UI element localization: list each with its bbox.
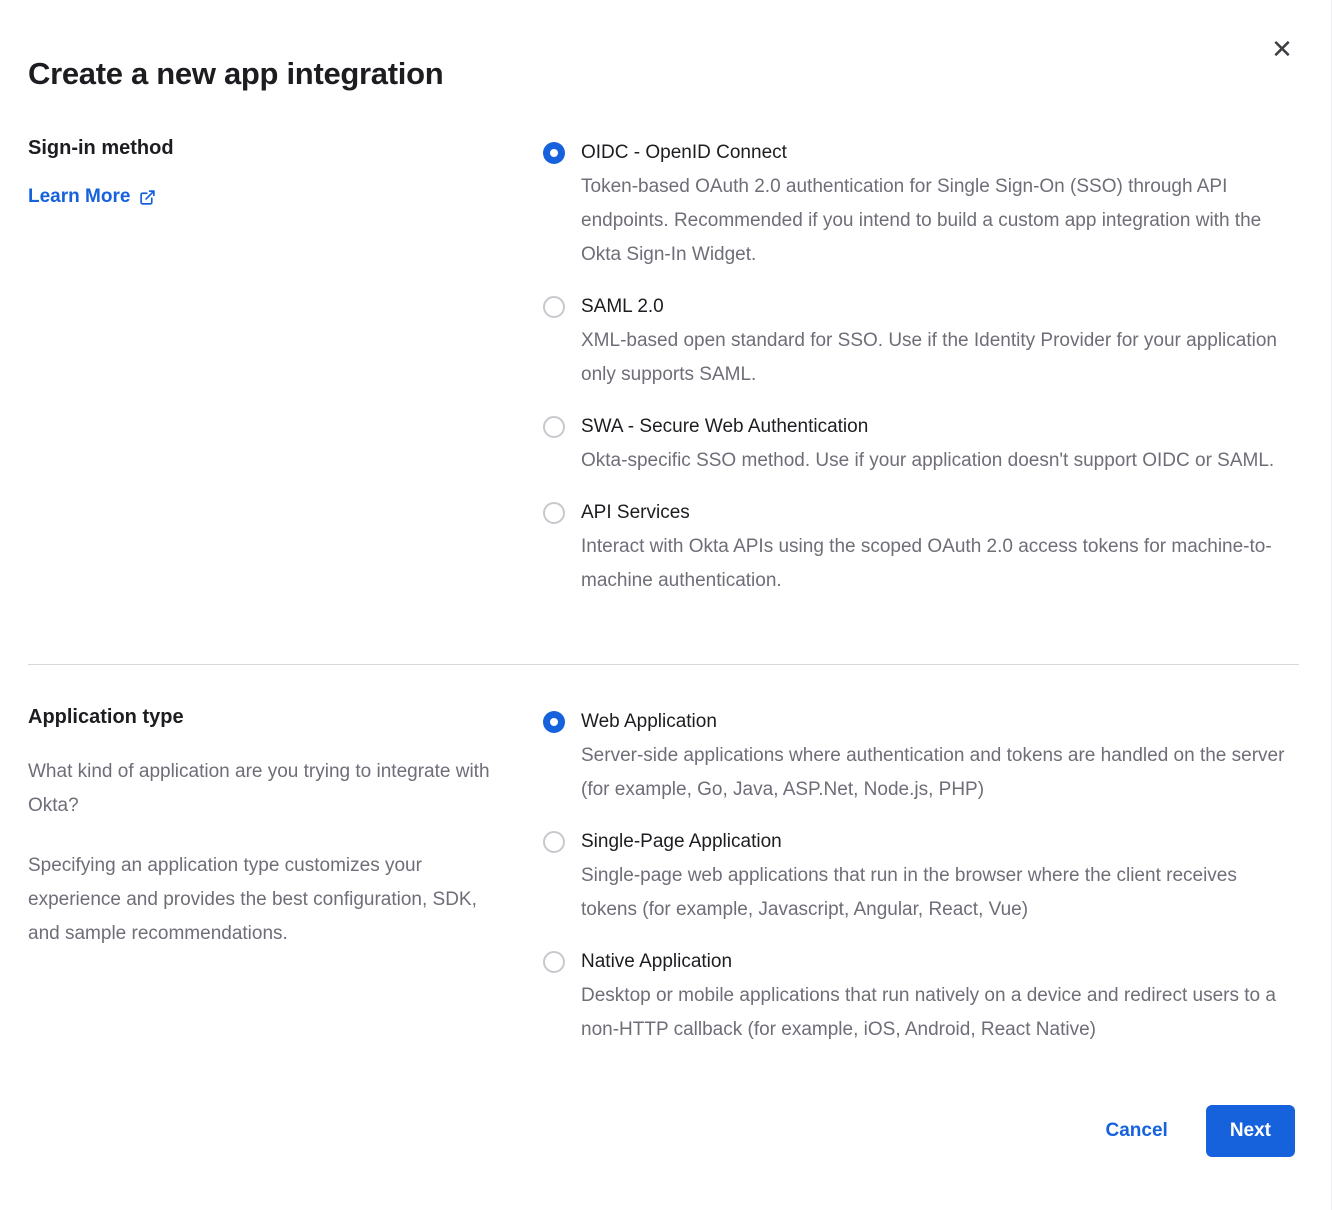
radio-icon[interactable] [543, 711, 565, 733]
learn-more-link[interactable] [28, 186, 156, 208]
radio-option-single-page-application[interactable] [543, 825, 1289, 927]
external-link-icon [139, 189, 156, 206]
application-type-left-column [28, 705, 543, 951]
radio-option-description: XML-based open standard for SSO. Use if the Identity Provider for your application only supports SAML. [581, 330, 1277, 385]
radio-option-native-application-head[interactable] [543, 945, 1289, 979]
section-divider [28, 664, 1299, 665]
application-type-section [28, 705, 1299, 1065]
radio-icon[interactable] [543, 416, 565, 438]
dialog-footer [28, 1105, 1299, 1157]
radio-option-api-services[interactable] [543, 496, 1289, 598]
application-type-options [543, 705, 1299, 1065]
cancel-button[interactable]: Cancel [1105, 1120, 1168, 1141]
application-type-helper-1: What kind of application are you trying to integrate with Okta? [28, 761, 490, 816]
radio-option-description: Desktop or mobile applications that run natively on a device and redirect users to a non-HTTP callback (for example, iOS, Android, React Native) [581, 985, 1276, 1040]
radio-option-description: Server-side applications where authentication and tokens are handled on the server (for example, Go, Java, ASP.Net, Node.js, PHP) [581, 745, 1285, 800]
radio-option-description: Token-based OAuth 2.0 authentication for Single Sign-On (SSO) through API endpoints. Recommended if you intend to build a custom app integration with the Okta Sign-In Widget. [581, 176, 1262, 265]
radio-icon[interactable] [543, 951, 565, 973]
close-icon[interactable]: ✕ [1267, 34, 1297, 64]
application-type-label: Application type [28, 706, 184, 728]
signin-method-left-column [28, 136, 543, 208]
radio-option-description: Okta-specific SSO method. Use if your application doesn't support OIDC or SAML. [581, 450, 1275, 471]
radio-option-swa[interactable] [543, 410, 1289, 478]
radio-icon[interactable] [543, 502, 565, 524]
radio-option-oidc[interactable] [543, 136, 1289, 272]
radio-icon[interactable] [543, 831, 565, 853]
radio-option-label: API Services [581, 502, 690, 523]
radio-option-label: SAML 2.0 [581, 296, 664, 317]
signin-method-section [28, 136, 1299, 616]
radio-option-swa-head[interactable] [543, 410, 1289, 444]
radio-option-label: OIDC - OpenID Connect [581, 142, 787, 163]
application-type-helper-2: Specifying an application type customizes your experience and provides the best configuration, SDK, and sample recommendations. [28, 855, 477, 944]
radio-option-oidc-head[interactable] [543, 136, 1289, 170]
radio-option-description: Interact with Okta APIs using the scoped OAuth 2.0 access tokens for machine-to-machine authentication. [581, 536, 1272, 591]
radio-option-label: Native Application [581, 951, 733, 972]
learn-more-label: Learn More [28, 186, 131, 207]
radio-option-native-application[interactable] [543, 945, 1289, 1047]
radio-icon[interactable] [543, 142, 565, 164]
radio-option-web-application-head[interactable] [543, 705, 1289, 739]
radio-option-description: Single-page web applications that run in the browser where the client receives tokens (for example, Javascript, Angular, React, Vue) [581, 865, 1237, 920]
signin-method-options [543, 136, 1299, 616]
signin-method-label: Sign-in method [28, 137, 174, 159]
radio-option-single-page-application-head[interactable] [543, 825, 1289, 859]
radio-option-saml[interactable] [543, 290, 1289, 392]
page-title: Create a new app integration [28, 56, 444, 91]
radio-icon[interactable] [543, 296, 565, 318]
radio-option-saml-head[interactable] [543, 290, 1289, 324]
next-button[interactable]: Next [1206, 1105, 1295, 1157]
radio-option-api-services-head[interactable] [543, 496, 1289, 530]
radio-option-label: Web Application [581, 711, 717, 732]
radio-option-label: SWA - Secure Web Authentication [581, 416, 869, 437]
radio-option-web-application[interactable] [543, 705, 1289, 807]
radio-option-label: Single-Page Application [581, 831, 782, 852]
